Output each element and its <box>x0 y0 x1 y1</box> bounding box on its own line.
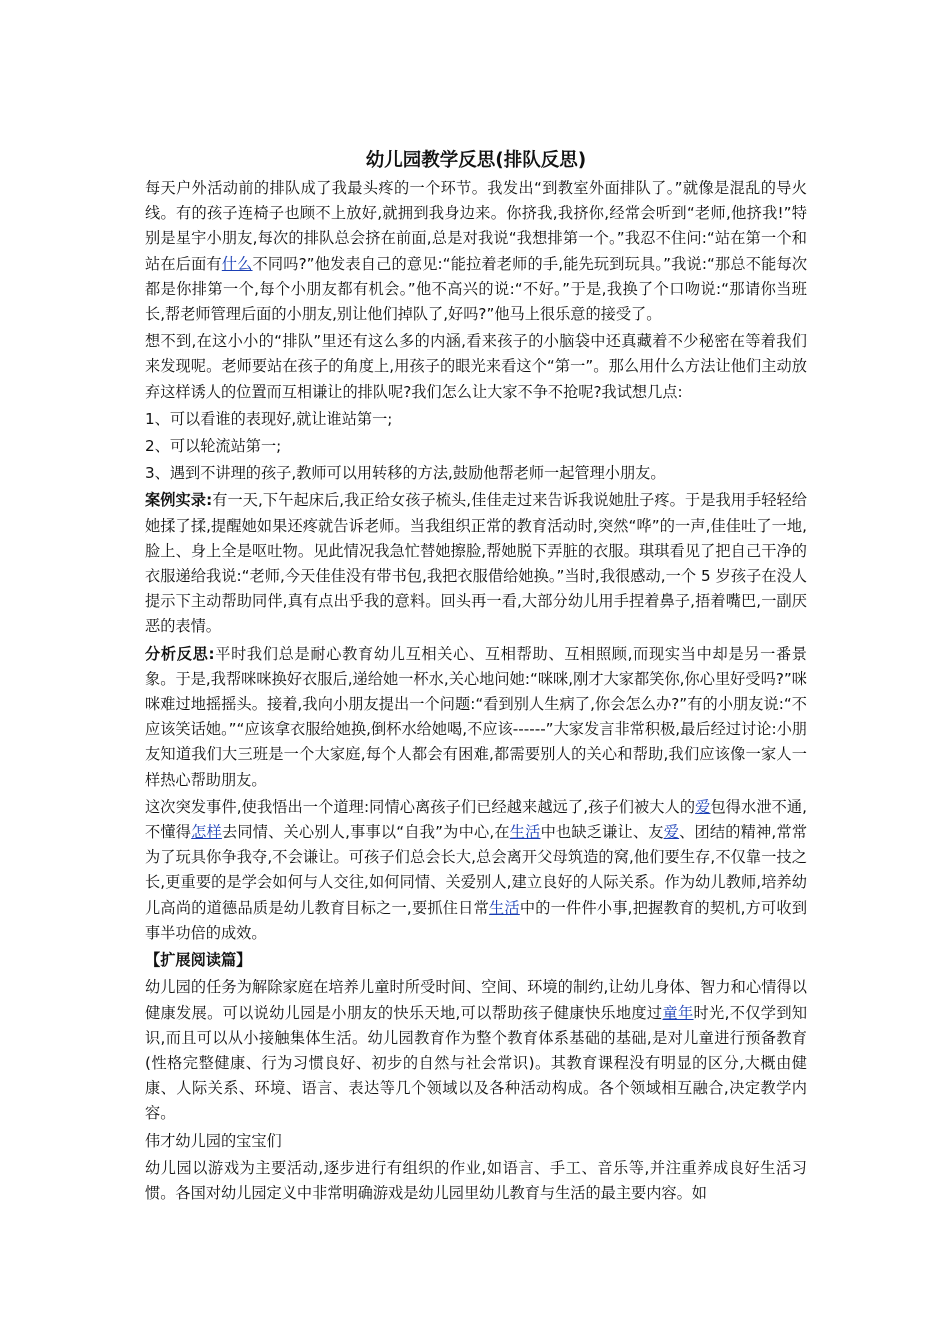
link-shenghuo[interactable]: 生活 <box>509 823 541 842</box>
link-ai-2[interactable]: 爱 <box>663 823 680 842</box>
link-shenme[interactable]: 什么 <box>221 254 253 273</box>
paragraph-insight: 这次突发事件,使我悟出一个道理:同情心离孩子们已经越来越远了,孩子们被大人的爱包得水泄不通,不懂得怎样去同情、关心别人,事事以“自我”为中心,在生活中也缺乏谦让、友爱、团结的精神,常常为了玩具你争我夺,不会谦让。可孩子们总会长大,总会离开父母筑造的窝,他们要生存,不仅靠一技之长,更重要的是学会如何与人交往,如何同情、关爱别人,建立良好的人际关系。作为幼儿教师,培养幼儿高尚的道德品质是幼儿教育目标之一,要抓住日常生活中的一件件小事,把握教育的契机,方可收到事半功倍的成效。 <box>145 797 808 942</box>
list-item-1: 1、可以看谁的表现好,就让谁站第一; <box>145 409 393 428</box>
link-tongnian[interactable]: 童年 <box>662 1003 694 1022</box>
list-item-2: 2、可以轮流站第一; <box>145 437 282 456</box>
link-ai[interactable]: 爱 <box>695 797 711 816</box>
list-item-3: 3、遇到不讲理的孩子,教师可以用转移的方法,鼓励他帮老师一起管理小朋友。 <box>145 464 666 483</box>
paragraph-play-activities: 幼儿园以游戏为主要活动,逐步进行有组织的作业,如语言、手工、音乐等,并注重养成良好生活习惯。各国对幼儿园定义中非常明确游戏是幼儿园里幼儿教育与生活的最主要内容。如 <box>145 1158 807 1202</box>
paragraph-reflection: 想不到,在这小小的“排队”里还有这么多的内涵,看来孩子的小脑袋中还真藏着不少秘密在等着我们来发现呢。老师要站在孩子的角度上,用孩子的眼光来看这个“第一”。那么用什么方法让他们主动放弃这样诱人的位置而互相谦让的排队呢?我们怎么让大家不争不抢呢?我试想几点: <box>145 332 807 401</box>
paragraph-analysis: 分析反思:平时我们总是耐心教育幼儿互相关心、互相帮助、互相照顾,而现实当中却是另一番景象。于是,我帮咪咪换好衣服后,递给她一杯水,关心地问她:“咪咪,刚才大家都笑你,你心里好受吗?”咪咪难过地摇摇头。接着,我向小朋友提出一个问题:“看到别人生病了,你会怎么办?”有的小朋友说:“不应该笑话她。”“应该拿衣服给她换,倒杯水给她喝,不应该------”大家发言非常积极,最后经过讨论:小朋友知道我们大三班是一个大家庭,每个人都会有困难,都需要别人的关心和帮助,我们应该像一家人一样热心帮助朋友。 <box>145 644 807 789</box>
link-zenyang[interactable]: 怎样 <box>191 823 222 842</box>
paragraph-kindergarten-task: 幼儿园的任务为解除家庭在培养儿童时所受时间、空间、环境的制约,让幼儿身体、智力和心情得以健康发展。可以说幼儿园是小朋友的快乐天地,可以帮助孩子健康快乐地度过童年时光,不仅学到知识,而且可以从小接触集体生活。幼儿园教育作为整个教育体系基础的基础,是对儿童进行预备教育(性格完整健康、行为习惯良好、初步的自然与社会常识)。其教育课程没有明显的区分,大概由健康、人际关系、环境、语言、表达等几个领域以及各种活动构成。各个领域相互融合,决定教学内容。 <box>145 978 808 1123</box>
document-title: 幼儿园教学反思(排队反思) <box>365 150 587 171</box>
document-page <box>145 148 807 1208</box>
paragraph-caption: 伟才幼儿园的宝宝们 <box>145 1131 282 1150</box>
case-label: 案例实录: <box>145 491 213 510</box>
analysis-label: 分析反思: <box>145 644 215 663</box>
link-shenghuo-2[interactable]: 生活 <box>489 898 520 917</box>
section-title-extended-reading: 【扩展阅读篇】 <box>145 951 252 970</box>
paragraph-queue-problem: 每天户外活动前的排队成了我最头疼的一个环节。我发出“到教室外面排队了。”就像是混乱的导火线。有的孩子连椅子也顾不上放好,就拥到我身边来。你挤我,我挤你,经常会听到“老师,他挤我!”特别是星宇小朋友,每次的排队总会挤在前面,总是对我说“我想排第一个。”我忍不住问:“站在第一个和站在后面有什么不同吗?”他发表自己的意见:“能拉着老师的手,能先玩到玩具。”我说:“那总不能每次都是你排第一个,每个小朋友都有机会。”他不高兴的说:“不好。”于是,我换了个口吻说:“那请你当班长,帮老师管理后面的小朋友,别让他们掉队了,好吗?”他马上很乐意的接受了。 <box>145 179 808 324</box>
paragraph-case-record: 案例实录:有一天,下午起床后,我正给女孩子梳头,佳佳走过来告诉我说她肚子疼。于是我用手轻轻给她揉了揉,提醒她如果还疼就告诉老师。当我组织正常的教育活动时,突然“哗”的一声,佳佳吐了一地,脸上、身上全是呕吐物。见此情况我急忙替她擦脸,帮她脱下弄脏的衣服。琪琪看见了把自己干净的衣服递给我说:“老师,今天佳佳没有带书包,我把衣服借给她换。”当时,我很感动,一个 5 岁孩子在没人提示下主动帮助同伴,真有点出乎我的意料。回头再一看,大部分幼儿用手捏着鼻子,捂着嘴巴,一副厌恶的表情。 <box>145 491 808 636</box>
